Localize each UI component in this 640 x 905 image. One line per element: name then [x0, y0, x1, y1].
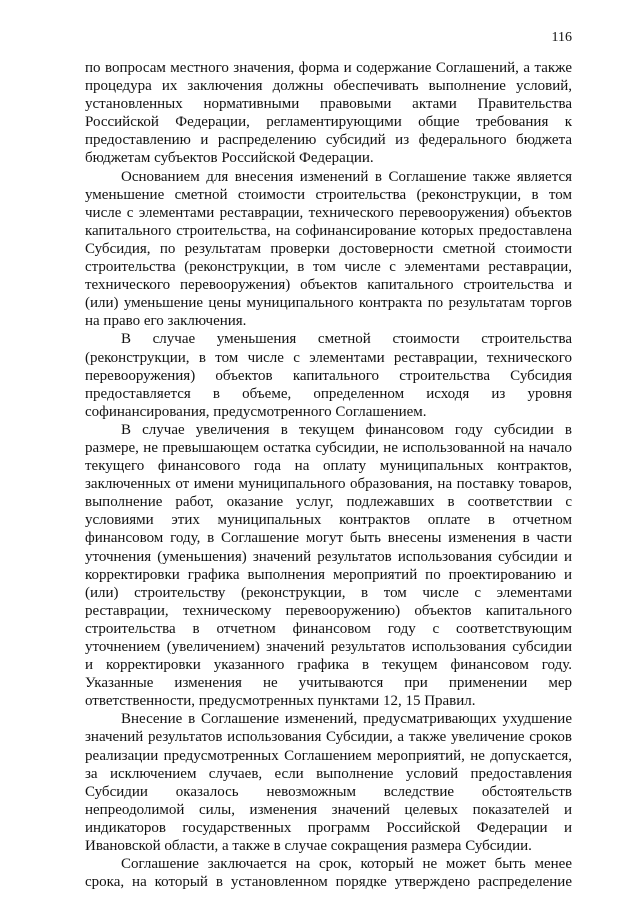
text-line: технического перевооружения) объектов капитального строительства и [85, 277, 572, 294]
text-line: перевооружения) объектов капитального строительства Субсидия [85, 367, 572, 384]
text-line: Субсидия, по результатам проверки достоверности сметной стоимости [85, 240, 572, 257]
text-line: бюджетам субъектов Российской Федерации. [85, 150, 374, 167]
paragraph [85, 421, 572, 711]
text-line: установленных нормативными правовыми актами Правительства [85, 96, 572, 113]
text-line: ответственности, предусмотренных пунктами 12, 15 Правил. [85, 693, 476, 710]
text-line: реализации предусмотренных Соглашением мероприятий, не допускается, [85, 747, 572, 764]
paragraph [85, 168, 572, 331]
text-line: индикаторов государственных программ Российской Федерации и [85, 819, 572, 836]
text-line: по вопросам местного значения, форма и содержание Соглашений, а также [85, 60, 572, 76]
text-line: текущего финансового года на оплату муниципальных контрактов, [85, 458, 572, 475]
text-line: Субсидии оказалось невозможным вследствие обстоятельств [85, 783, 572, 800]
text-line: уточнением (увеличением) значений результатов использования субсидии [85, 639, 572, 655]
text-line: Соглашение заключается на срок, который не может быть менее [121, 856, 572, 873]
paragraph [85, 855, 572, 891]
paragraph [85, 59, 572, 168]
text-line: и корректировки указанного графика в текущем финансовом году. [85, 657, 572, 674]
paragraph [85, 330, 572, 420]
text-line: процедура их заключения должны обеспечивать выполнение условий, [85, 78, 572, 95]
text-line: размере, не превышающем остатка субсидии, не использованной на начало [85, 439, 572, 456]
page-number: 116 [551, 30, 572, 45]
text-line: предоставлению и распределению субсидий из федерального бюджета [85, 132, 572, 149]
text-line: Ивановской области, а также в случае сокращения размера Субсидии. [85, 838, 532, 855]
text-line: уточнения (уменьшения) значений результатов использования субсидии и [85, 548, 572, 565]
text-line: корректировки графика выполнения мероприятий по проектированию и [85, 566, 572, 583]
text-line: непреодолимой силы, изменения значений целевых показателей и [85, 801, 572, 818]
text-line: В случае уменьшения сметной стоимости строительства [121, 331, 572, 348]
text-line: реставрации, техническому перевооружению) объектов капитального [85, 602, 572, 619]
paragraph [85, 710, 572, 855]
text-line: условиями этих муниципальных контрактов оплате в отчетном [85, 512, 572, 529]
text-line: числе с элементами реставрации, технического перевооружения) объектов [85, 204, 572, 221]
text-line: В случае увеличения в текущем финансовом году субсидии в [121, 421, 572, 438]
text-line: софинансирования, предусмотренного Соглашением. [85, 403, 427, 420]
text-line: заключенных от имени муниципального образования, на поставку товаров, [85, 476, 572, 493]
text-line: Российской Федерации, регламентирующими общие требования к [85, 114, 572, 131]
text-line: строительства (реконструкции, в том числе с элементами реставрации, [85, 259, 572, 276]
text-line: предоставляется в объеме, определенном исходя из уровня [85, 385, 572, 402]
text-line: выполнение работ, оказание услуг, подлежавших в соответствии с [85, 494, 572, 511]
text-line: за исключением случаев, если выполнение условий предоставления [85, 765, 572, 782]
text-line: Основанием для внесения изменений в Соглашение также является [121, 168, 572, 185]
text-line: финансовом году, в Соглашение могут быть внесены изменения в части [85, 530, 572, 547]
text-line: Указанные изменения не учитываются при применении мер [85, 675, 572, 692]
text-line: (или) строительству (реконструкции, в том числе с элементами [85, 584, 572, 601]
text-line: срока, на который в установленном порядке утверждено распределение [85, 874, 572, 891]
text-line: на право его заключения. [85, 313, 247, 330]
text-line: строительства в отчетном финансовом году с соответствующим [85, 620, 572, 637]
text-line: капитального строительства, на софинансирование которых предоставлена [85, 222, 572, 239]
text-line: уменьшение сметной стоимости строительства (реконструкции, в том [85, 186, 572, 203]
text-line: значений результатов использования Субсидии, а также увеличение сроков [85, 729, 572, 746]
text-line: (или) уменьшение цены муниципального контракта по результатам торгов [85, 295, 572, 312]
text-line: Внесение в Соглашение изменений, предусматривающих ухудшение [121, 711, 572, 728]
text-line: (реконструкции, в том числе с элементами реставрации, технического [85, 349, 572, 366]
document-body [85, 59, 572, 891]
